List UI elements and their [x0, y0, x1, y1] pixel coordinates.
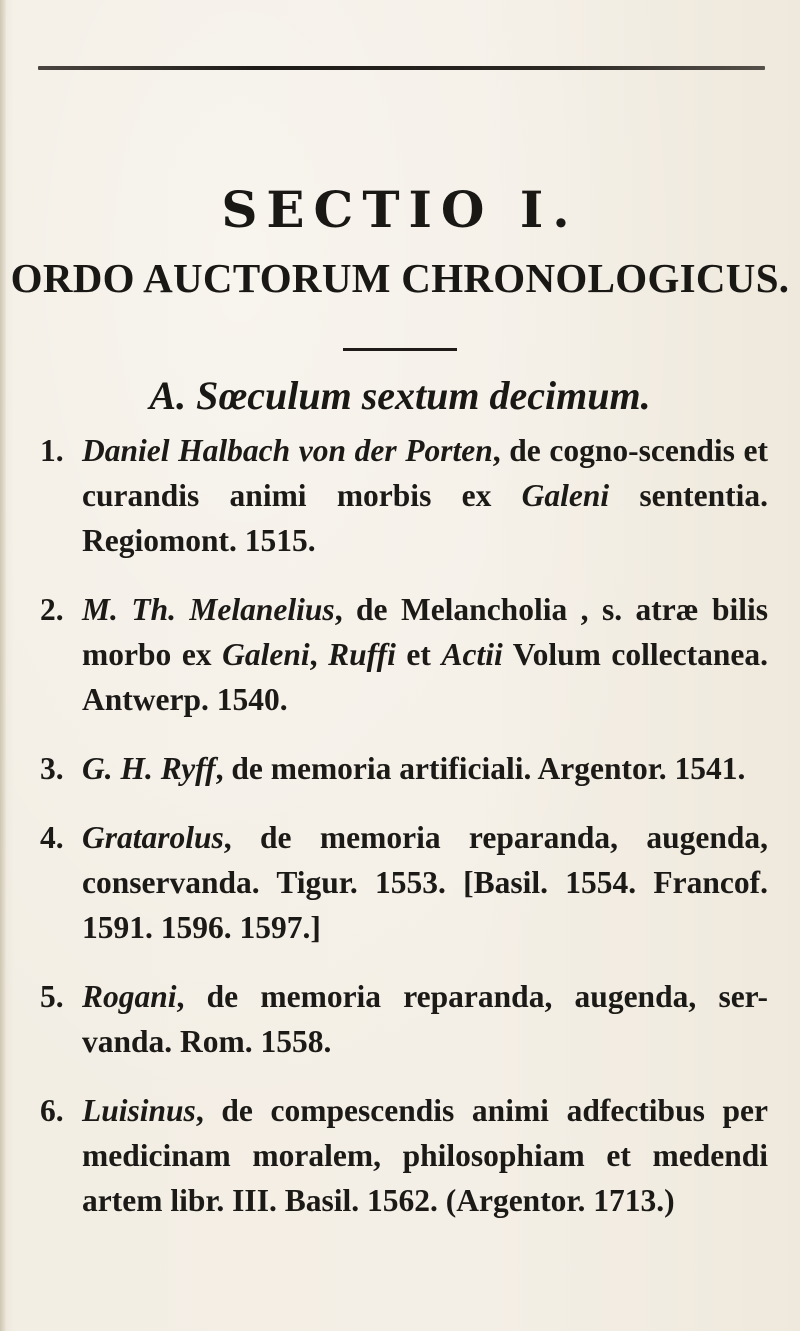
entry-author: Rogani [82, 979, 177, 1014]
list-item [40, 974, 768, 1064]
entry-text: , de Melancholia , s. atræ bilis morbo ex [82, 592, 768, 672]
entry-text: Volum collectanea. Antwerp. 1540. [82, 637, 768, 717]
entry-cited-author: Galeni [521, 478, 610, 513]
entry-author: M. Th. Melanelius [82, 592, 335, 627]
entry-number: 5. [40, 979, 64, 1014]
top-rule [38, 66, 765, 70]
list-item [40, 815, 768, 950]
period-letter: A. [149, 373, 187, 418]
period-heading [0, 372, 800, 420]
entry-text: , de memoria reparanda, augenda, conservanda. Tigur. 1553. [Basil. 1554. Francof. 1591. 1596. 1597.] [82, 820, 768, 945]
period-title: Sœculum sextum decimum. [196, 373, 651, 418]
entry-text: sententia. Regiomont. 1515. [82, 478, 768, 558]
divider-rule [343, 348, 457, 351]
entry-number: 2. [40, 592, 64, 627]
entry-number: 1. [40, 433, 64, 468]
entry-cited-author: Ruffi [328, 637, 396, 672]
entry-text: , de cogno-scendis et curandis animi morbis ex [82, 433, 769, 513]
section-title: SECTIO I. [221, 180, 579, 239]
entry-author: Daniel Halbach von der Porten [82, 433, 493, 468]
list-item [40, 1088, 768, 1223]
list-item [40, 587, 768, 722]
list-item [40, 746, 768, 791]
entry-text: , [309, 637, 329, 672]
entry-text: et [395, 637, 442, 672]
entry-cited-author: Galeni [222, 637, 310, 672]
entry-cited-author: Actii [441, 637, 503, 672]
list-item [40, 428, 768, 563]
entry-number: 6. [40, 1093, 64, 1128]
bibliography-list [40, 428, 768, 1247]
entry-text: , de compescendis animi adfectibus per medicinam moralem, philosophiam et medendi artem libr. III. Basil. 1562. (Argentor. 1713.) [82, 1093, 768, 1218]
entry-number: 3. [40, 751, 64, 786]
entry-author: Gratarolus [82, 820, 224, 855]
entry-author: Luisinus [82, 1093, 196, 1128]
entry-text: , de memoria reparanda, augenda, ser-vanda. Rom. 1558. [82, 979, 768, 1059]
entry-author: G. H. Ryff [82, 751, 216, 786]
section-subtitle: ORDO AUCTORUM CHRONOLOGICUS. [10, 255, 790, 301]
entry-number: 4. [40, 820, 64, 855]
entry-text: , de memoria artificiali. Argentor. 1541. [215, 751, 746, 786]
